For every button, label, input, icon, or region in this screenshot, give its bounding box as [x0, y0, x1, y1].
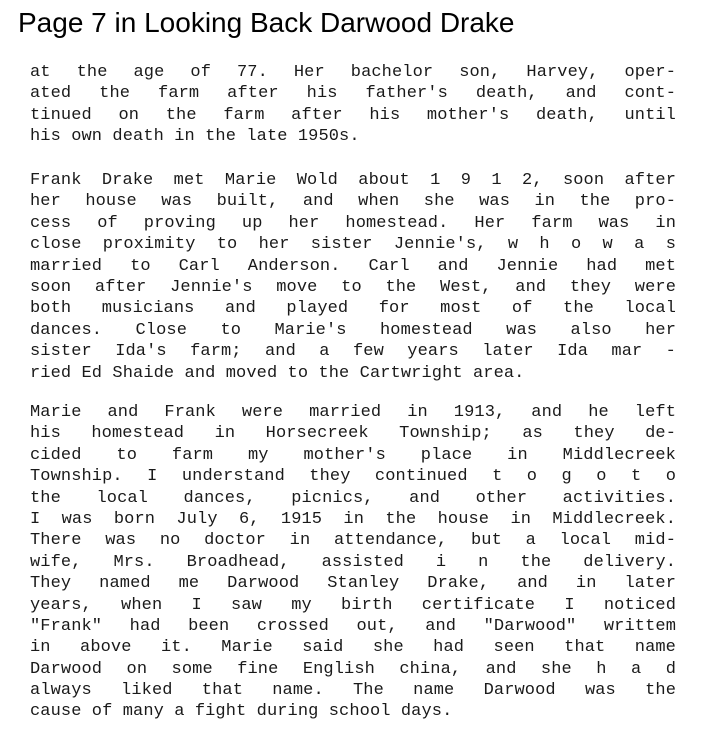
paragraph-2	[30, 170, 676, 384]
text-line: cess of proving up her homestead. Her farm was in	[30, 213, 676, 233]
text-line: Marie and Frank were married in 1913, and he left	[30, 403, 676, 422]
text-line: cause of many a fight during school days.	[30, 702, 453, 722]
text-line: close proximity to her sister Jennie's, w h o w a s	[30, 235, 676, 255]
text-line: ated the farm after his father's death, and cont-	[30, 84, 676, 104]
text-line: tinued on the farm after his mother's death, until	[30, 105, 676, 125]
text-line: at the age of 77. Her bachelor son, Harvey, oper-	[30, 63, 676, 82]
text-line: years, when I saw my birth certificate I noticed	[30, 595, 676, 615]
text-line: I was born July 6, 1915 in the house in Middlecreek.	[30, 509, 676, 529]
text-line: wife, Mrs. Broadhead, assisted i n the delivery.	[30, 552, 676, 572]
page-title: Page 7 in Looking Back Darwood Drake	[18, 7, 515, 38]
text-line: in above it. Marie said she had seen that name	[30, 638, 676, 658]
text-line: Township. I understand they continued t o g o t o	[30, 467, 676, 487]
text-line: soon after Jennie's move to the West, and they were	[30, 277, 676, 297]
text-line: There was no doctor in attendance, but a local mid-	[30, 531, 676, 551]
text-line: Darwood on some fine English china, and she h a d	[30, 659, 676, 679]
text-line: dances. Close to Marie's homestead was also her	[30, 320, 676, 340]
text-line: married to Carl Anderson. Carl and Jennie had met	[30, 256, 676, 276]
text-line: ried Ed Shaide and moved to the Cartwright area.	[30, 363, 525, 383]
text-line: always liked that name. The name Darwood was the	[30, 681, 676, 701]
text-line: They named me Darwood Stanley Drake, and in later	[30, 574, 676, 594]
text-line: the local dances, picnics, and other activities.	[30, 488, 676, 508]
text-line: his homestead in Horsecreek Township; as they de-	[30, 424, 676, 444]
paragraph-1	[30, 62, 676, 148]
text-line: her house was built, and when she was in the pro-	[30, 192, 676, 212]
text-line: Frank Drake met Marie Wold about 1 9 1 2, soon after	[30, 171, 676, 190]
paragraph-3	[30, 402, 676, 723]
text-line: cided to farm my mother's place in Middlecreek	[30, 445, 676, 465]
text-line: "Frank" had been crossed out, and "Darwood" writtem	[30, 616, 676, 636]
text-line: sister Ida's farm; and a few years later Ida mar -	[30, 342, 676, 362]
text-line: his own death in the late 1950s.	[30, 127, 360, 147]
text-line: both musicians and played for most of the local	[30, 299, 676, 319]
